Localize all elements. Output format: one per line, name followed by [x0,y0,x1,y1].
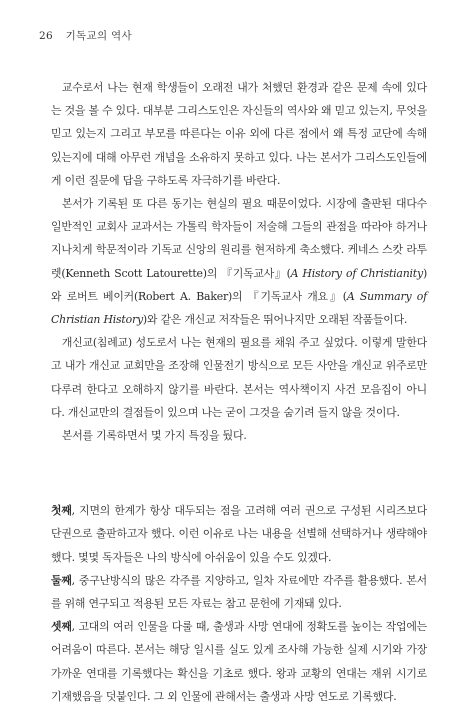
reference-title-1: A History of Christianity [290,266,423,280]
feature-3-text: , 고대의 여러 인물을 다룰 때, 출생과 사망 연대에 정확도를 높이는 작업에는 어려움이 따른다. 본서는 해당 일시를 실도 있게 조사해 가능한 실제 시기와 가장 가까운 연대를 기록했다는 확신을 기초로 했다. 왕과 교황의 연대는 재위 시기로 기재했음을 덧붙인다. 그 외 인물에 관해서는 출생과 사망 연도로 기록했다. [51,620,427,703]
feature-3 [51,615,427,708]
reference-title-2: A Summary of Christian History [51,289,427,327]
feature-1 [51,499,427,569]
running-head [39,28,132,43]
paragraph-2-end: 와 같은 개신교 저작들은 뛰어나지만 오래된 작품들이다. [146,313,408,327]
section-gap [51,447,427,499]
feature-1-text: , 지면의 한계가 항상 대두되는 점을 고려해 여러 권으로 구성된 시리즈보다 단권으로 출판하고자 했다. 이런 이유로 나는 내용을 선별해 선택하거나 생략해야 했다. 몇몇 독자들은 나의 방식에 아쉬움이 있을 수도 있겠다. [51,504,427,564]
feature-1-label: 첫째 [51,504,72,518]
paragraph-2: 본서가 기록된 또 다른 동기는 현실의 필요 때문이었다. 시장에 출판된 대다수 일반적인 교회사 교과서는 가톨릭 학자들이 저술해 그들의 관점을 따라야 하거나 지나치게 학문적이라 기독교 신앙의 원리를 현저하게 축소했다. 케네스 스캇 라투렛(Kenneth Scott Latourette)의 『기독교사』(A History of Christianity)와 로버트 베이커(Robert A. Baker)의 『기독교사 개요』(A Summary of Christian History)와 같은 개신교 저작들은 뛰어나지만 오래된 작품들이다. [51,197,427,327]
feature-2-label: 둘째 [51,573,72,587]
feature-2-text: , 중구난방식의 많은 각주를 지양하고, 일차 자료에만 각주를 활용했다. 본서를 위해 연구되고 적용된 모든 자료는 참고 문헌에 기재돼 있다. [51,573,427,611]
paragraph-1: 교수로서 나는 현재 학생들이 오래전 내가 처했던 환경과 같은 문제 속에 있다는 것을 볼 수 있다. 대부분 그리스도인은 자신들의 역사와 왜 믿고 있는지, 무엇을 믿고 있는지 그리고 부모를 따른다는 이유 외에 다른 점에서 왜 특정 교단에 속해 있는지에 대해 아무런 개념을 소유하지 못하고 있다. 나는 본서가 그리스도인들에게 이런 질문에 답을 구하도록 자극하기를 바란다. [51,81,427,187]
paragraph-4: 본서를 기록하면서 몇 가지 특징을 뒀다. [61,429,247,443]
book-title: 기독교의 역사 [65,30,132,42]
feature-2 [51,569,427,615]
page-number: 26 [39,30,53,42]
paragraph-2-start: 본서가 기록된 또 다른 동기는 현실의 필요 때문이었다. 시장에 출판된 대다수 일반적인 교회사 교과서는 가톨릭 학자들이 저술해 그들의 관점을 따라야 하거나 지나치게 학문적이라 기독교 신앙의 원리를 현저하게 축소했다. 케네스 스캇 라투렛(Kenneth Scott Latourette)의 『기독교사』 [51,197,427,280]
paragraph-3: 개신교(침례교) 성도로서 나는 현재의 필요를 채워 주고 싶었다. 이렇게 말한다고 내가 개신교 교회만을 조장해 인물전기 방식으로 모든 사안을 개신교 위주로만 다루려 한다고 오해하지 않기를 바란다. 본서는 역사책이지 사건 모음집이 아니다. 개신교만의 결점들이 있으며 나는 굳이 그것을 숨기려 들지 않을 것이다. [51,336,427,419]
paragraph-2-middle: 와 로버트 베이커(Robert A. Baker)의 『기독교사 개요』 [51,289,343,303]
body-text [51,76,427,708]
feature-3-label: 셋째 [51,620,72,634]
